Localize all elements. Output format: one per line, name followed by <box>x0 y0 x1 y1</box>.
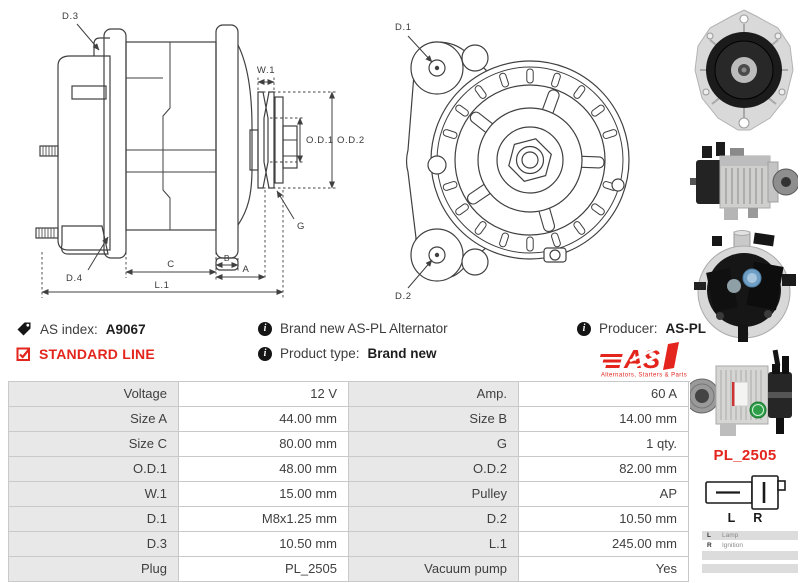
dim-label-b: B <box>223 253 231 263</box>
table-row <box>9 482 690 507</box>
dim-label-a: A <box>242 264 250 275</box>
spec-label: D.1 <box>9 507 179 532</box>
spec-value: 44.00 mm <box>179 407 349 432</box>
legend-row <box>702 541 798 550</box>
plug-connector-icon <box>700 473 790 511</box>
spec-label: Vacuum pump <box>349 557 519 582</box>
spec-value: 15.00 mm <box>179 482 349 507</box>
spec-label: W.1 <box>9 482 179 507</box>
plug-name: PL_2505 <box>713 447 777 464</box>
spec-label: Size A <box>9 407 179 432</box>
product-photo-side-right[interactable] <box>690 140 798 226</box>
info-icon: i <box>258 347 272 361</box>
producer-value: AS-PL <box>665 321 707 336</box>
table-row <box>9 432 690 457</box>
standard-line-row <box>16 346 155 362</box>
plug-pin-letters <box>700 511 790 525</box>
legend-row-empty <box>702 564 798 573</box>
table-row <box>9 557 690 582</box>
alternator-front-outline <box>407 42 630 281</box>
plug-pin-l: L <box>727 511 736 525</box>
info-icon: i <box>258 322 272 336</box>
dim-label-d2: D.2 <box>395 291 412 302</box>
legend-desc: Lamp <box>722 532 739 539</box>
dim-label-od1: O.D.1 <box>306 135 334 146</box>
spec-label: L.1 <box>349 532 519 557</box>
dim-label-l1: L.1 <box>154 280 170 291</box>
spec-label: O.D.2 <box>349 457 519 482</box>
producer-label: Producer: <box>599 321 658 336</box>
alternator-side-outline <box>36 25 297 270</box>
dim-label-d1: D.1 <box>395 22 412 33</box>
product-photo-rear[interactable] <box>690 230 798 344</box>
spec-value: AP <box>519 482 689 507</box>
spec-label: O.D.1 <box>9 457 179 482</box>
dim-label-d4: D.4 <box>66 273 83 284</box>
brand-new-text: Brand new AS-PL Alternator <box>280 321 448 336</box>
dim-label-d3: D.3 <box>62 11 79 22</box>
spec-label: Voltage <box>9 382 179 407</box>
spec-value: 10.50 mm <box>519 507 689 532</box>
legend-row <box>702 531 798 540</box>
construction-lines <box>42 76 338 298</box>
as-index-row <box>16 321 146 337</box>
spec-value: M8x1.25 mm <box>179 507 349 532</box>
standard-line-badge: STANDARD LINE <box>39 346 155 362</box>
dim-label-c: C <box>167 259 175 270</box>
producer-row <box>577 321 706 336</box>
spec-value: 60 A <box>519 382 689 407</box>
tag-icon <box>16 321 32 337</box>
spec-value: PL_2505 <box>179 557 349 582</box>
brand-new-row <box>258 321 448 336</box>
legend-desc: Ignition <box>722 542 743 549</box>
info-icon: i <box>577 322 591 336</box>
plug-legend <box>702 531 798 574</box>
spec-label: D.3 <box>9 532 179 557</box>
product-type-row <box>258 346 437 361</box>
aspl-logo <box>596 341 692 378</box>
legend-row-empty <box>702 551 798 560</box>
front-view-diagram <box>368 0 670 312</box>
plug-pin-r: R <box>753 511 763 525</box>
spec-value: 10.50 mm <box>179 532 349 557</box>
table-row <box>9 507 690 532</box>
side-view-diagram <box>0 0 368 305</box>
spec-value: 245.00 mm <box>519 532 689 557</box>
dim-label-w1: W.1 <box>256 65 276 76</box>
dim-label-od2: O.D.2 <box>337 135 365 146</box>
dimension-lines <box>42 24 332 292</box>
product-type-label: Product type: <box>280 346 360 361</box>
spec-label: Pulley <box>349 482 519 507</box>
spec-value: Yes <box>519 557 689 582</box>
spec-label: Amp. <box>349 382 519 407</box>
aspl-logo-text: AS <box>624 344 661 374</box>
spec-value: 80.00 mm <box>179 432 349 457</box>
spec-value: 48.00 mm <box>179 457 349 482</box>
spec-label: G <box>349 432 519 457</box>
spec-table <box>8 381 690 582</box>
table-row <box>9 532 690 557</box>
product-photo-front[interactable] <box>690 6 798 136</box>
as-index-value: A9067 <box>105 321 146 337</box>
product-photo-side-left[interactable] <box>690 348 798 440</box>
as-index-label: AS index: <box>40 321 98 337</box>
spec-label: Plug <box>9 557 179 582</box>
spec-value: 1 qty. <box>519 432 689 457</box>
table-row <box>9 382 690 407</box>
legend-pin: R <box>707 542 712 549</box>
spec-value: 12 V <box>179 382 349 407</box>
spec-label: D.2 <box>349 507 519 532</box>
spec-label: Size C <box>9 432 179 457</box>
aspl-logo-tagline: Alternators, Starters & Parts <box>600 372 688 378</box>
spec-label: Size B <box>349 407 519 432</box>
table-row <box>9 407 690 432</box>
checkbox-icon <box>16 347 31 362</box>
spec-value: 14.00 mm <box>519 407 689 432</box>
dim-label-g: G <box>297 221 305 232</box>
product-type-value: Brand new <box>367 346 437 361</box>
legend-pin: L <box>707 532 711 539</box>
spec-value: 82.00 mm <box>519 457 689 482</box>
table-row <box>9 457 690 482</box>
